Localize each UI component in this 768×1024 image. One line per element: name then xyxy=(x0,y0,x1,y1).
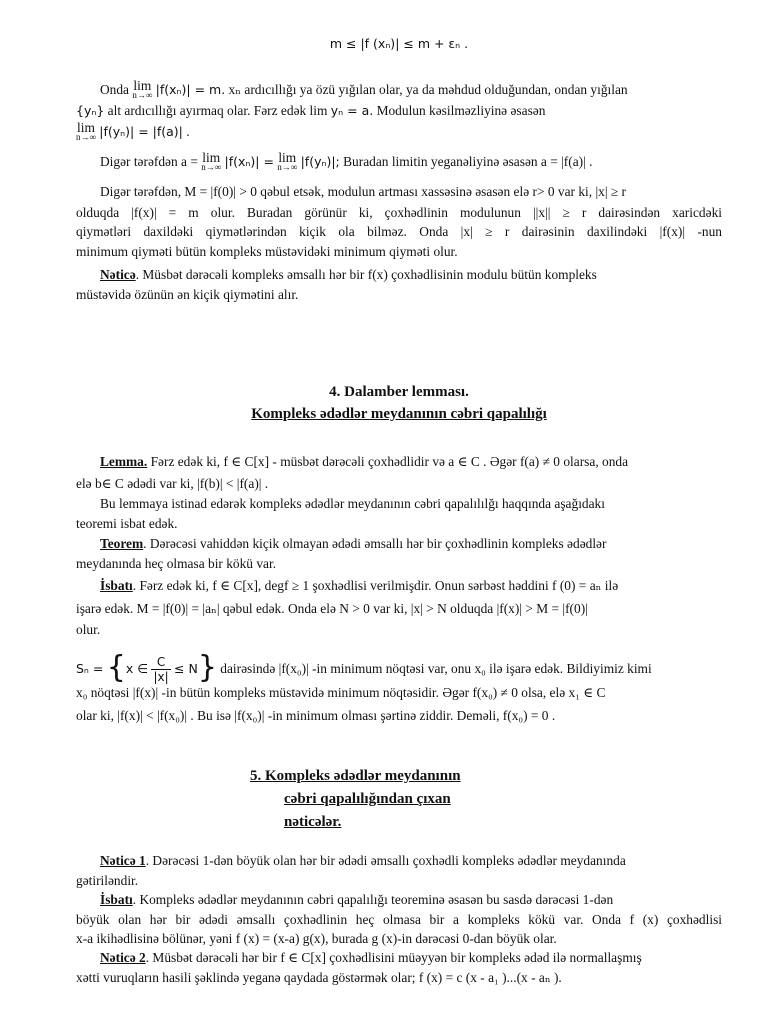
inequality-line: m ≤ |f (xₙ)| ≤ m + εₙ . xyxy=(329,36,469,51)
formula-line: lim n→∞ |f(yₙ)| = |f(a)| . xyxy=(76,120,190,142)
paragraph-line: elə b∈ C ədədi var ki, |f(b)| < |f(a)| . xyxy=(76,476,269,491)
section-4-subtitle: Kompleks ədədlər meydanının cəbri qapalılığı xyxy=(251,406,547,422)
lemma-line: Lemma. Fərz edək ki, f ∈ C[x] - müsbət dərəcəli çoxhədlidir və a ∈ C . Əgər f(a) ≠ 0 olarsa, onda xyxy=(100,454,629,469)
limit-operator: lim n→∞ xyxy=(201,150,222,172)
paragraph-line: xətti vuruqların hasili şəklində yeganə qaydada göstərmək olar; f (x) = c (x - a₁ )...(x - aₙ ). xyxy=(76,970,562,985)
corollary-2-line: Nəticə 2. Müsbət dərəcəli hər bir f ∈ C[x] çoxhədlisini müəyyən bir kompleks ədəd ilə normallaşmış xyxy=(100,950,642,965)
theorem-line: Teorem. Dərəcəsi vahiddən kiçik olmayan ədədi əmsallı hər bir çoxhədlinin kompleks ədədlər xyxy=(100,536,607,551)
limit-operator: lim n→∞ xyxy=(76,120,96,142)
paragraph-line: Onda lim n→∞ |f(xₙ)| = m. xₙ ardıcıllığı ya özü yığılan olar, ya da məhdud olduğundan, ondan yığılan xyxy=(100,78,628,100)
paragraph-line: x-a ikihədlisinə bölünər, yəni f (x) = (x-a) g(x), burada g (x)-in dərəcəsi 0-dan böyük olar. xyxy=(76,931,557,946)
paragraph-line: Digər tərəfdən, M = |f(0)| > 0 qəbul etsək, modulun artması xassəsinə əsasən elə r> 0 var ki, |x| ≥ r xyxy=(100,184,626,199)
section-4-title: 4. Dalamber lemması. xyxy=(329,384,469,400)
paragraph-line: teoremi isbat edək. xyxy=(76,516,178,531)
paragraph-line: minimum qiyməti bütün kompleks müstəvidəki minimum qiyməti olur. xyxy=(76,244,458,259)
paragraph-line: gətiriləndir. xyxy=(76,873,139,888)
paragraph-line: olur. xyxy=(76,622,101,637)
paragraph-line: qiymətləri daxildəki qiymətlərindən kiçik ola bilməz. Onda |x| ≥ r dairəsinin daxilindəki |f(x)| -nun xyxy=(76,224,722,239)
proof-line: İsbatı. Kompleks ədədlər meydanının cəbri qapalılığı teoreminə əsasən bu sasdə dərəcəsi 1-dən xyxy=(100,892,614,907)
paragraph-line: böyük olan hər bir ədədi əmsallı çoxhədlinin heç olmasa bir a kompleks kökü var. Onda f (x) çoxhədlisi xyxy=(76,912,722,927)
paragraph-line: müstəvidə özünün ən kiçik qiymətini alır. xyxy=(76,287,299,302)
paragraph-line: Digər tərəfdən a = lim n→∞ |f(xₙ)| = lim n→∞ |f(yₙ)|; Buradan limitin yeganəliyinə əsasən a = |f(a)| . xyxy=(100,150,593,172)
limit-operator: lim n→∞ xyxy=(277,150,298,172)
paragraph-line: x₀ nöqtəsi |f(x)| -in bütün kompleks müstəvidə minimum nöqtəsidir. Əgər f(x₀) ≠ 0 olsa, elə x₁ ∈ C xyxy=(76,685,606,700)
paragraph-line: {yₙ} alt ardıcıllığı ayırmaq olar. Fərz edək lim yₙ = a. Modulun kəsilməzliyinə əsasən xyxy=(76,103,546,118)
paragraph-line: olar ki, |f(x)| < |f(x₀)| . Bu isə |f(x₀)| -in minimum olması şərtinə ziddir. Deməli, f(x₀) = 0 . xyxy=(76,708,556,723)
conclusion-line: Nəticə. Müsbət dərəcəli kompleks əmsallı hər bir f(x) çoxhədlisinin modulu bütün kompleks xyxy=(100,267,597,282)
proof-line: İsbatı. Fərz edək ki, f ∈ C[x], degf ≥ 1 şoxhədlisi verilmişdir. Onun sərbəst həddini f (0) = aₙ ilə xyxy=(100,578,619,593)
set-definition-line: Sₙ = {x ∈ $\frac{C}{|x|}$ ≤ N} dairəsində |f(x₀)| -in minimum nöqtəsi var, onu x₀ ilə işarə edək. Bildiyimiz kimi xyxy=(76,650,652,685)
corollary-1-line: Nəticə 1. Dərəcəsi 1-dən böyük olan hər bir ədədi əmsallı çoxhədli kompleks ədədlər meydanında xyxy=(100,853,626,868)
paragraph-line: işarə edək. M = |f(0)| = |aₙ| qəbul edək. Onda elə N > 0 var ki, |x| > N olduqda |f(x)| > M = |f(0)| xyxy=(76,601,588,616)
paragraph-line: olduqda |f(x)| = m olur. Buradan görünür ki, çoxhədlinin modulunun ||x|| ≥ r dairəsindən xaricdəki xyxy=(76,205,722,220)
section-5-title-line3: nəticələr. xyxy=(284,814,342,830)
fraction: $\frac{C}{|x|}$ xyxy=(153,655,169,684)
paragraph-line: meydanında heç olmasa bir kökü var. xyxy=(76,556,277,571)
paragraph-line: Bu lemmaya istinad edərək kompleks ədədlər meydanının cəbri qapalılılğı haqqında aşağıdakı xyxy=(100,496,605,511)
section-5-title: 5. Kompleks ədədlər meydanının xyxy=(250,768,461,784)
section-5-title-line2: cəbri qapalılığından çıxan xyxy=(284,791,451,807)
limit-operator: lim n→∞ xyxy=(132,78,153,100)
